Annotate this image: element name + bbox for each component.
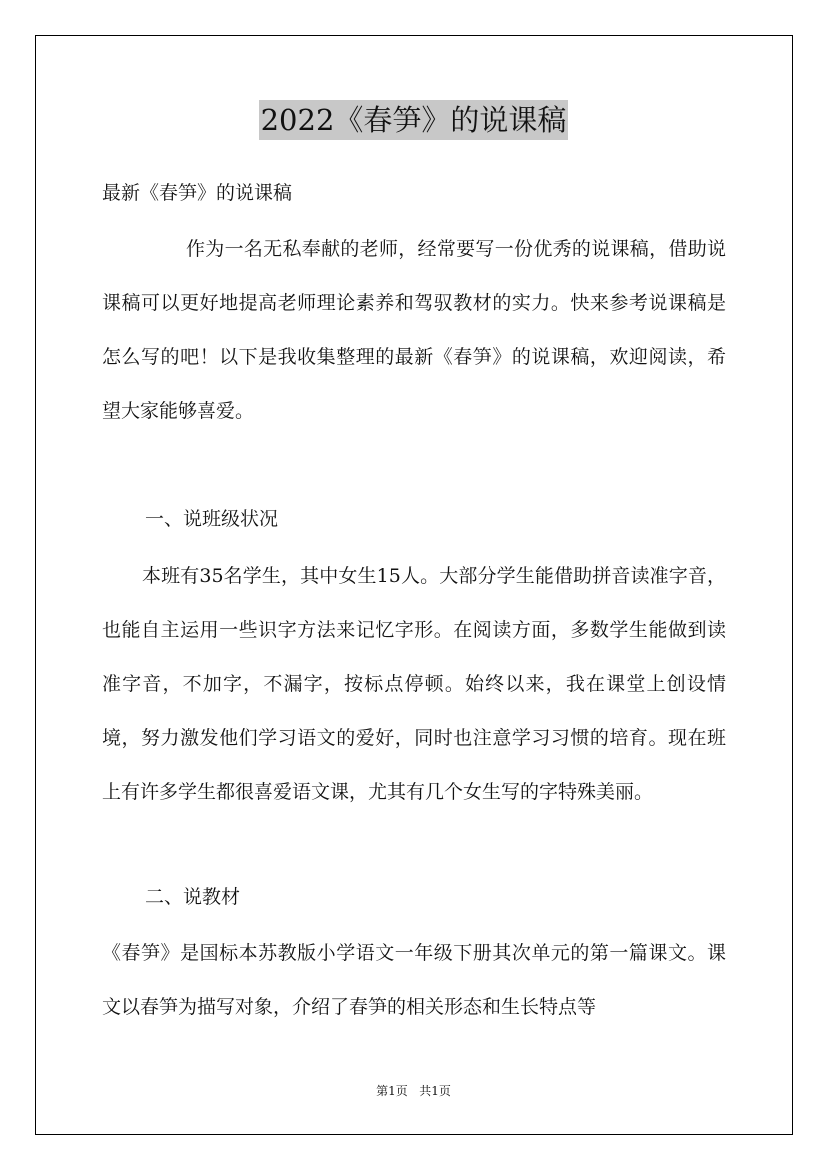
section-heading-class: 一、说班级状况 (145, 508, 279, 530)
page-number: 第1页 (376, 1084, 408, 1098)
section-heading-textbook: 二、说教材 (145, 886, 241, 908)
page-footer (0, 1082, 827, 1100)
document-title: 2022《春笋》的说课稿 (259, 100, 569, 140)
title-container (0, 100, 827, 140)
page-total: 共1页 (419, 1084, 451, 1098)
textbook-paragraph: 《春笋》是国标本苏教版小学语文一年级下册其次单元的第一篇课文。课文以春笋为描写对象，介绍了春笋的相关形态和生长特点等 (102, 942, 726, 1018)
document-subtitle: 最新《春笋》的说课稿 (102, 182, 293, 204)
class-situation-paragraph: 本班有35名学生，其中女生15人。大部分学生能借助拼音读准字音，也能自主运用一些识字方法来记忆字形。在阅读方面，多数学生能做到读准字音，不加字，不漏字，按标点停顿。始终以来，我在课堂上创设情境，努力激发他们学习语文的爱好，同时也注意学习习惯的培育。现在班上有许多学生都很喜爱语文课，尤其有几个女生写的字特殊美丽。 (102, 565, 726, 803)
intro-paragraph: 作为一名无私奉献的老师，经常要写一份优秀的说课稿，借助说课稿可以更好地提高老师理论素养和驾驭教材的实力。快来参考说课稿是怎么写的吧！以下是我收集整理的最新《春笋》的说课稿，欢迎阅读，希望大家能够喜爱。 (102, 238, 726, 422)
